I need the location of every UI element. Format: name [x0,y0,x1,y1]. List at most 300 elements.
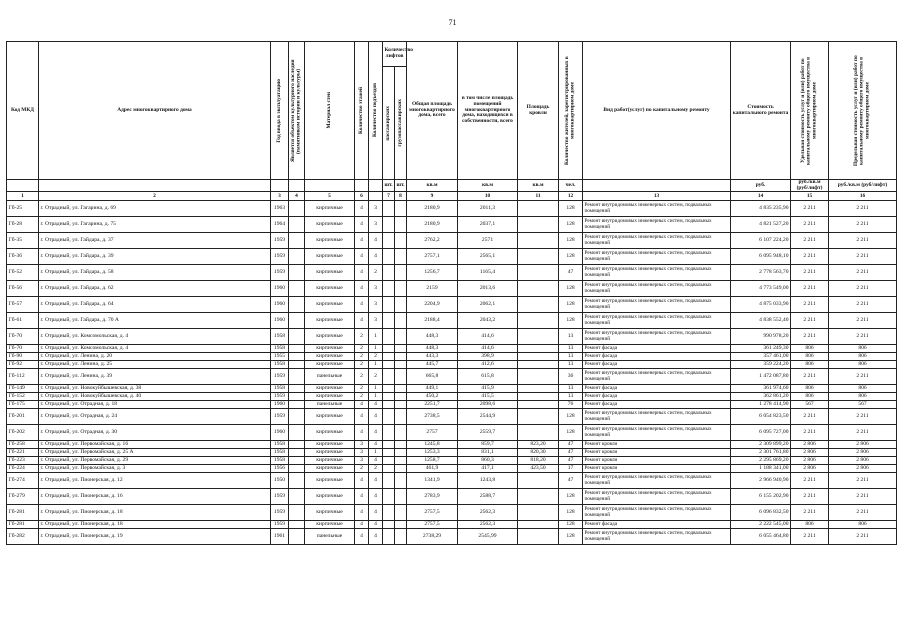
cell-works: Ремонт внутридомовых инженерных систем, подвальных помещений [583,425,731,441]
cell-roof-area: 818,20 [518,457,559,465]
cell-cost: 359 224,20 [731,361,791,369]
cell-specific-cost: 2 211 [791,281,829,297]
col-number: 1 [7,192,39,201]
unit-people: чел. [559,180,583,192]
cell-lifts-passenger [383,441,395,449]
cell-year: 1960 [271,425,289,441]
cell-max-cost: 2 211 [829,297,897,313]
cell-entrances: 4 [369,529,383,545]
cell-cost: 6 055 464,80 [731,529,791,545]
col-header-year: Год ввода в эксплуатацию [271,42,289,180]
cell-residents: 128 [559,233,583,249]
cell-roof-area [518,425,559,441]
cell-address: г. Отрадный, ул. Гайдара, д. 62 [39,281,271,297]
cell-walls: кирпичные [305,353,355,361]
cell-works: Ремонт кровли [583,449,731,457]
cell-residents: 128 [559,201,583,217]
page-number: 71 [448,18,457,27]
cell-heritage [289,361,305,369]
cell-works: Ремонт внутридомовых инженерных систем, подвальных помещений [583,265,731,281]
cell-max-cost: 2 211 [829,489,897,505]
cell-area-total: 1253,3 [407,449,458,457]
cell-floors: 2 [355,393,369,401]
cell-heritage [289,393,305,401]
cell-cost: 2 295 869,20 [731,457,791,465]
cell-max-cost: 806 [829,361,897,369]
cell-entrances: 3 [369,281,383,297]
cell-area-private: 412,6 [458,361,518,369]
cell-floors: 2 [355,465,369,473]
cell-year: 1958 [271,385,289,393]
cell-roof-area [518,401,559,409]
cell-roof-area [518,353,559,361]
cell-cost: 4 838 552,40 [731,313,791,329]
cell-residents: 128 [559,521,583,529]
cell-area-total: 450,2 [407,393,458,401]
cell-max-cost: 2 211 [829,265,897,281]
cell-walls: панельные [305,529,355,545]
cell-floors: 4 [355,201,369,217]
cell-entrances: 4 [369,401,383,409]
cell-specific-cost: 2 211 [791,297,829,313]
cell-lifts-passenger [383,249,395,265]
cell-year: 1960 [271,297,289,313]
cell-residents: 13 [559,353,583,361]
cell-area-private: 2098,6 [458,401,518,409]
cell-entrances: 4 [369,473,383,489]
cell-specific-cost: 2 806 [791,441,829,449]
col-number: 4 [289,192,305,201]
cell-roof-area [518,329,559,345]
cell-year: 1960 [271,281,289,297]
cell-roof-area [518,313,559,329]
cell-floors: 4 [355,473,369,489]
cell-works: Ремонт внутридомовых инженерных систем, подвальных помещений [583,369,731,385]
cell-cost: 357 461,00 [731,353,791,361]
col-header-residents: Количество жителей, зарегистрированных в многоквартирном доме [559,42,583,180]
cell-lifts-passenger [383,409,395,425]
cell-lifts-cargo [395,281,407,297]
cell-area-private: 2544,9 [458,409,518,425]
cell-walls: кирпичные [305,329,355,345]
col-header-code: Код МКД [7,42,39,180]
cell-area-total: 2757,5 [407,505,458,521]
table-row [7,449,897,457]
cell-lifts-passenger [383,345,395,353]
cell-lifts-passenger [383,521,395,529]
cell-area-private: 2043,2 [458,313,518,329]
cell-heritage [289,465,305,473]
cell-code: Гб-56 [7,281,39,297]
cell-walls: кирпичные [305,361,355,369]
cell-floors: 4 [355,409,369,425]
cell-roof-area [518,281,559,297]
cell-cost: 4 773 549,00 [731,281,791,297]
cell-residents: 128 [559,297,583,313]
cell-cost: 2 309 899,20 [731,441,791,449]
cell-area-private: 2037,1 [458,217,518,233]
cell-roof-area [518,369,559,385]
cell-code: Гб-274 [7,473,39,489]
cell-area-private: 415,5 [458,393,518,401]
cell-cost: 6 095 727,00 [731,425,791,441]
cell-area-private: 2562,3 [458,505,518,521]
cell-residents: 47 [559,441,583,449]
cell-residents: 128 [559,217,583,233]
cell-specific-cost: 567 [791,401,829,409]
cell-code: Гб-25 [7,201,39,217]
cell-specific-cost: 806 [791,345,829,353]
cell-area-private: 2565,1 [458,249,518,265]
table-row [7,281,897,297]
cell-code: Гб-70 [7,345,39,353]
cell-residents: 13 [559,361,583,369]
cell-lifts-cargo [395,505,407,521]
cell-area-private: 417,1 [458,465,518,473]
cell-residents: 128 [559,249,583,265]
cell-max-cost: 2 211 [829,281,897,297]
cell-lifts-passenger [383,281,395,297]
cell-heritage [289,401,305,409]
cell-lifts-cargo [395,313,407,329]
cell-cost: 1 278 414,90 [731,401,791,409]
cell-max-cost: 2 211 [829,313,897,329]
cell-area-total: 2783,9 [407,489,458,505]
cell-max-cost: 2 211 [829,329,897,345]
cell-area-private: 1165,4 [458,265,518,281]
cell-specific-cost: 2 806 [791,457,829,465]
cell-entrances: 3 [369,313,383,329]
cell-area-total: 448,3 [407,329,458,345]
cell-lifts-cargo [395,401,407,409]
cell-floors: 4 [355,297,369,313]
cell-address: г. Отрадный, ул. Гайдара, д. 70 А [39,313,271,329]
cell-specific-cost: 2 211 [791,369,829,385]
cell-walls: кирпичные [305,473,355,489]
cell-floors: 2 [355,361,369,369]
cell-floors: 4 [355,401,369,409]
table-row [7,489,897,505]
cell-area-total: 2180,9 [407,201,458,217]
cell-roof-area [518,345,559,353]
cell-year: 1955 [271,353,289,361]
cell-walls: кирпичные [305,465,355,473]
cell-roof-area [518,409,559,425]
table-row [7,233,897,249]
cell-entrances: 3 [369,297,383,313]
cell-roof-area [518,361,559,369]
cell-code: Гб-112 [7,369,39,385]
cell-entrances: 4 [369,409,383,425]
cell-lifts-cargo [395,353,407,361]
cell-roof-area [518,521,559,529]
unit-sqm: кв.м [407,180,458,192]
cell-roof-area [518,473,559,489]
cell-floors: 4 [355,521,369,529]
cell-code: Гб-52 [7,265,39,281]
cell-max-cost: 806 [829,353,897,361]
cell-works: Ремонт фасада [583,385,731,393]
cell-code: Гб-223 [7,457,39,465]
cell-entrances: 1 [369,361,383,369]
cell-code: Гб-221 [7,449,39,457]
table-row [7,217,897,233]
cell-address: г. Отрадный, ул. Комсомольская, д. 4 [39,345,271,353]
cell-floors: 4 [355,425,369,441]
cell-year: 1958 [271,457,289,465]
cell-cost: 362 861,20 [731,393,791,401]
cell-code: Гб-224 [7,465,39,473]
cell-code: Гб-61 [7,313,39,329]
cell-specific-cost: 2 211 [791,329,829,345]
cell-max-cost: 2 806 [829,449,897,457]
col-header-roof-area: Площадь кровли [518,42,559,180]
cell-lifts-cargo [395,369,407,385]
housing-repair-table [6,41,897,545]
cell-lifts-cargo [395,489,407,505]
cell-area-total: 2251,7 [407,401,458,409]
cell-works: Ремонт кровли [583,441,731,449]
cell-cost: 2 778 563,70 [731,265,791,281]
cell-entrances: 4 [369,505,383,521]
col-number: 13 [583,192,731,201]
cell-area-private: 2562,3 [458,521,518,529]
cell-works: Ремонт внутридомовых инженерных систем, подвальных помещений [583,329,731,345]
col-number: 12 [559,192,583,201]
col-header-area-private: в том числе площадь помещений многоквартирного дома, находящихся в собственности, всего [458,42,518,180]
cell-year: 1959 [271,505,289,521]
cell-walls: кирпичные [305,217,355,233]
cell-works: Ремонт внутридомовых инженерных систем, подвальных помещений [583,297,731,313]
cell-area-total: 449,1 [407,385,458,393]
cell-code: Гб-175 [7,401,39,409]
cell-cost: 6 107 224,20 [731,233,791,249]
cell-code: Гб-149 [7,385,39,393]
cell-specific-cost: 2 806 [791,465,829,473]
cell-residents: 128 [559,425,583,441]
col-number: 15 [791,192,829,201]
cell-code: Гб-281 [7,521,39,529]
cell-code: Гб-282 [7,529,39,545]
cell-max-cost: 2 211 [829,473,897,489]
cell-specific-cost: 806 [791,353,829,361]
cell-max-cost: 2 806 [829,441,897,449]
col-number: 8 [395,192,407,201]
cell-address: г. Отрадный, ул. Гайдара, д. 64 [39,297,271,313]
cell-entrances: 2 [369,265,383,281]
table-row [7,529,897,545]
cell-lifts-cargo [395,465,407,473]
cell-year: 1963 [271,201,289,217]
cell-roof-area [518,393,559,401]
cell-cost: 6 054 823,50 [731,409,791,425]
cell-area-total: 2762,2 [407,233,458,249]
cell-specific-cost: 2 211 [791,425,829,441]
cell-area-total: 2188,4 [407,313,458,329]
cell-lifts-cargo [395,201,407,217]
cell-walls: кирпичные [305,393,355,401]
cell-area-private: 860,3 [458,457,518,465]
cell-lifts-cargo [395,441,407,449]
cell-max-cost: 2 211 [829,529,897,545]
cell-lifts-cargo [395,393,407,401]
table-row [7,361,897,369]
table-row [7,265,897,281]
cell-lifts-cargo [395,361,407,369]
cell-year: 1958 [271,449,289,457]
col-number: 14 [731,192,791,201]
cell-lifts-passenger [383,369,395,385]
cell-specific-cost: 2 806 [791,449,829,457]
table-row [7,201,897,217]
cell-address: г. Отрадный, ул. Пионерская, д. 16 [39,489,271,505]
cell-year: 1958 [271,329,289,345]
cell-floors: 2 [355,345,369,353]
cell-code: Гб-202 [7,425,39,441]
cell-address: г. Отрадный, ул. Пионерская, д. 18 [39,521,271,529]
cell-code: Гб-258 [7,441,39,449]
cell-roof-area [518,265,559,281]
cell-address: г. Отрадный, ул. Отрадная, д. 24 [39,409,271,425]
cell-max-cost: 2 806 [829,457,897,465]
cell-works: Ремонт внутридомовых инженерных систем, подвальных помещений [583,313,731,329]
cell-walls: кирпичные [305,457,355,465]
cell-specific-cost: 806 [791,361,829,369]
cell-max-cost: 2 211 [829,409,897,425]
cell-works: Ремонт фасада [583,345,731,353]
cell-specific-cost: 2 211 [791,265,829,281]
cell-specific-cost: 806 [791,385,829,393]
cell-code: Гб-152 [7,393,39,401]
cell-entrances: 1 [369,329,383,345]
cell-area-private: 2588,7 [458,489,518,505]
cell-floors: 4 [355,217,369,233]
cell-floors: 3 [355,449,369,457]
cell-area-private: 2062,1 [458,297,518,313]
cell-floors: 2 [355,353,369,361]
cell-area-total: 1256,7 [407,265,458,281]
cell-area-total: 448,3 [407,345,458,353]
cell-works: Ремонт внутридомовых инженерных систем, подвальных помещений [583,489,731,505]
table-row [7,297,897,313]
cell-area-total: 2204,9 [407,297,458,313]
cell-code: Гб-92 [7,361,39,369]
cell-lifts-passenger [383,385,395,393]
cell-code: Гб-90 [7,353,39,361]
col-header-lifts-passenger: пассажирских [383,67,395,180]
cell-works: Ремонт внутридомовых инженерных систем, подвальных помещений [583,281,731,297]
cell-floors: 4 [355,265,369,281]
cell-roof-area: 423,50 [518,465,559,473]
cell-lifts-passenger [383,449,395,457]
cell-heritage [289,457,305,465]
cell-area-total: 1258,7 [407,457,458,465]
cell-area-private: 2013,6 [458,281,518,297]
cell-walls: кирпичные [305,201,355,217]
cell-area-private: 2571 [458,233,518,249]
cell-year: 1959 [271,233,289,249]
cell-roof-area: 823,20 [518,441,559,449]
cell-entrances: 4 [369,457,383,465]
cell-specific-cost: 2 211 [791,409,829,425]
cell-year: 1959 [271,409,289,425]
cell-works: Ремонт фасада [583,393,731,401]
cell-lifts-passenger [383,425,395,441]
cell-residents: 128 [559,505,583,521]
cell-entrances: 4 [369,233,383,249]
unit-pcs: шт. [395,180,407,192]
cell-works: Ремонт внутридомовых инженерных систем, подвальных помещений [583,217,731,233]
cell-specific-cost: 2 211 [791,313,829,329]
cell-cost: 2 966 940,90 [731,473,791,489]
cell-works: Ремонт внутридомовых инженерных систем, подвальных помещений [583,233,731,249]
cell-residents: 47 [559,265,583,281]
table-row [7,249,897,265]
cell-walls: кирпичные [305,281,355,297]
cell-address: г. Отрадный, ул. Отрадная, д. 30 [39,425,271,441]
cell-area-total: 2738,29 [407,529,458,545]
cell-code: Гб-281 [7,505,39,521]
cell-roof-area [518,233,559,249]
cell-lifts-passenger [383,265,395,281]
cell-cost: 4 821 527,20 [731,217,791,233]
cell-cost: 2 301 761,80 [731,449,791,457]
cell-address: г. Отрадный, ул. Пионерская, д. 19 [39,529,271,545]
cell-walls: панельные [305,369,355,385]
cell-residents: 47 [559,457,583,465]
cell-code: Гб-36 [7,249,39,265]
unit-pcs: шт. [383,180,395,192]
cell-year: 1961 [271,529,289,545]
cell-year: 1958 [271,441,289,449]
cell-year: 1959 [271,489,289,505]
cell-code: Гб-279 [7,489,39,505]
cell-cost: 361 974,60 [731,385,791,393]
cell-entrances: 3 [369,217,383,233]
cell-lifts-passenger [383,457,395,465]
cell-walls: панельные [305,401,355,409]
cell-address: г. Отрадный, ул. Ленина, д. 39 [39,369,271,385]
cell-area-total: 2757,5 [407,521,458,529]
cell-area-private: 1243,8 [458,473,518,489]
col-number: 9 [407,192,458,201]
cell-heritage [289,521,305,529]
cell-year: 1959 [271,369,289,385]
cell-works: Ремонт внутридомовых инженерных систем, подвальных помещений [583,473,731,489]
col-header-entrances: Количество подъездов [369,42,383,180]
cell-walls: кирпичные [305,345,355,353]
cell-heritage [289,529,305,545]
col-header-address: Адрес многоквартирного дома [39,42,271,180]
cell-heritage [289,217,305,233]
cell-area-total: 1245,8 [407,441,458,449]
cell-floors: 4 [355,529,369,545]
cell-address: г. Отрадный, ул. Гайдара, д. 39 [39,249,271,265]
cell-heritage [289,441,305,449]
cell-specific-cost: 2 211 [791,505,829,521]
cell-floors: 3 [355,457,369,465]
cell-area-private: 398,9 [458,353,518,361]
cell-residents: 13 [559,385,583,393]
cell-max-cost: 2 211 [829,233,897,249]
cell-year: 1956 [271,465,289,473]
cell-address: г. Отрадный, ул. Первомайская, д. 25 А [39,449,271,457]
unit-sqm: кв.м [518,180,559,192]
cell-roof-area [518,529,559,545]
col-number: 10 [458,192,518,201]
cell-floors: 4 [355,489,369,505]
unit-rub-sqm: руб./кв.м (руб/лифт) [829,180,897,192]
